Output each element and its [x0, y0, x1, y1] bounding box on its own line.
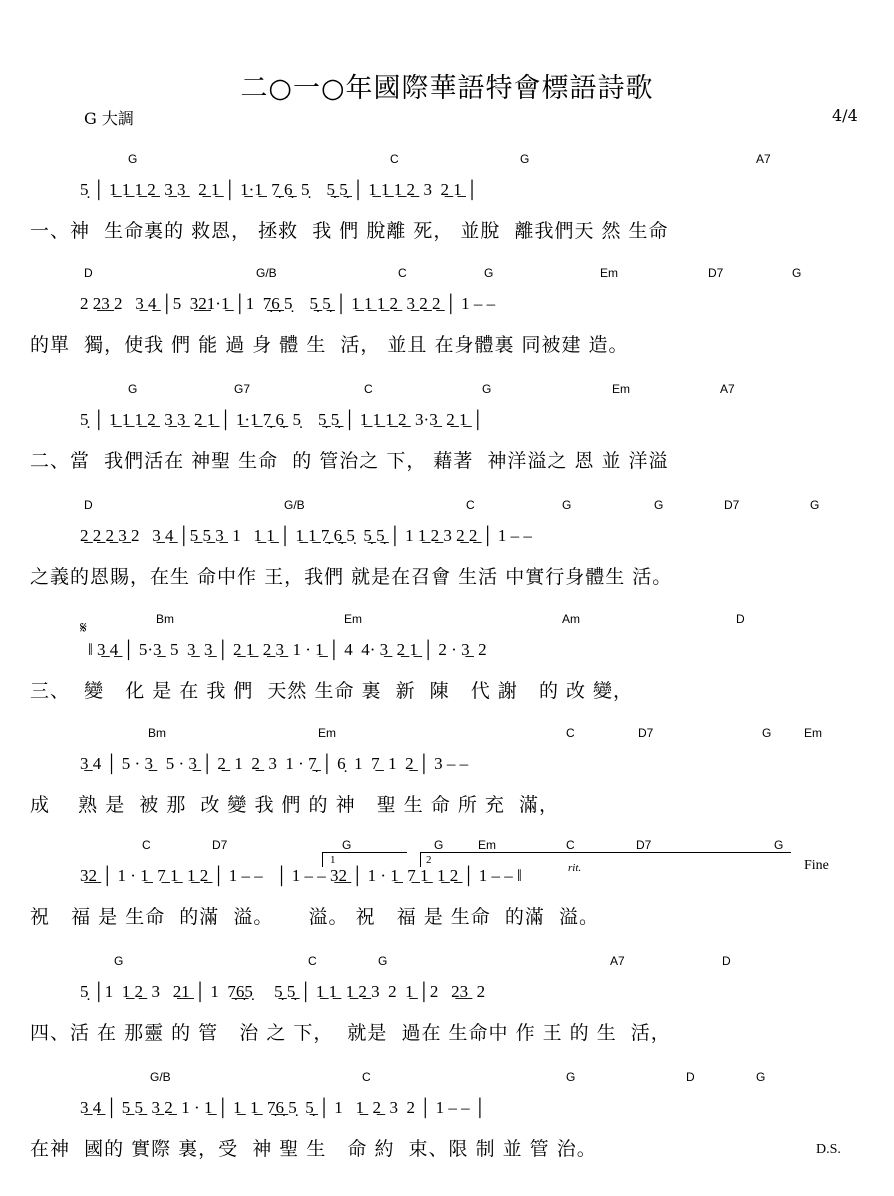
chord-symbol: G	[342, 838, 352, 852]
chord-symbol: D7	[724, 498, 740, 512]
lyric-line: 三、 變 化 是 在 我 們 天然 生命 裏 新 陳 代 謝 的 改 變，	[30, 680, 634, 702]
notation-line: 2 2̲3̲ 2 3̲ 4̲ │5 3̲2̲1·1̲ │1 7̣̲6̣̲ 5̣ 5̣̲ 5̣̲ │ 1̲ 1̲ 1̲ 2̲ 3̲ 2̲ 2̲ │ 1 – –	[80, 294, 496, 313]
chord-symbol: G7	[234, 382, 251, 396]
first-ending-number: 1	[330, 854, 336, 866]
chord-symbol: D	[84, 266, 93, 280]
chord-symbol: C	[566, 838, 575, 852]
lyric-line: 四、活 在 那靈 的 管 治 之 下， 就是 過在 生命中 作 王 的 生 活，	[30, 1022, 671, 1044]
chord-symbol: G	[482, 382, 492, 396]
chord-symbol: Em	[344, 612, 362, 626]
chord-symbol: Em	[318, 726, 336, 740]
chord-symbol: Bm	[148, 726, 166, 740]
chord-symbol: Em	[612, 382, 630, 396]
lyric-line: 的單 獨，使我 們 能 過 身 體 生 活， 並且 在身體裏 同被建 造。	[30, 334, 629, 356]
lyric-line: 二、當 我們活在 神聖 生命 的 管治之 下， 藉著 神洋溢之 恩 並 洋溢	[30, 450, 669, 472]
notation-line: 3̲ 4̲ │ 5̲ 5̲ 3̲ 2̲ 1 · 1̲ │ 1̲ 1̲ 7̣̲6̣̲ 5̣ 5̣̲ │ 1 1̲ 2̲ 3 2 │ 1 – – │	[80, 1098, 486, 1117]
chord-symbol: C	[466, 498, 475, 512]
notation-line: 3̲2̲ │ 1 · 1̲ 7̲ 1̲ 1̲ 2̲ │ 1 – – │ 1 – – 3̲2̲ │ 1 · 1̲ 7̲ 1̲ 1̲ 2̲ │ 1 – – ‖	[80, 866, 522, 885]
chord-symbol: G	[762, 726, 772, 740]
notation-line: ‖ 3̲ 4̲ │ 5·3̲ 5 3̲ 3̲ │ 2̲ 1̲ 2̲ 3̲ 1 · 1̲ │ 4 4· 3̲ 2̲ 1̲ │ 2 · 3̲ 2	[88, 640, 487, 659]
chord-symbol: G	[562, 498, 572, 512]
notation-line: 3̲ 4 │ 5 · 3̲ 5 · 3̲ │ 2̲ 1 2̲ 3 1 · 7̣̲ │ 6̣ 1 7̲ 1 2̲ │ 3 – –	[80, 754, 469, 773]
lyric-line: 之義的恩賜，在生 命中作 王，我們 就是在召會 生活 中實行身體生 活。	[30, 566, 673, 588]
key-signature: G 大調	[84, 109, 134, 128]
chord-symbol: G	[128, 152, 138, 166]
notation-line: 5̣ │1 1̲ 2̲ 3 2̲1̲ │ 1 7̣̲6̣̲5̣ 5̣̲ 5̣̲ │ 1̲ 1̲ 1̲ 2̲ 3 2 1̲ │2 2̲3̲ 2	[80, 982, 486, 1001]
chord-symbol: C	[142, 838, 151, 852]
ritardando-mark: rit.	[568, 862, 582, 874]
chord-symbol: G	[774, 838, 784, 852]
chord-symbol: D7	[638, 726, 654, 740]
lyric-line: 祝 福 是 生命 的滿 溢。 溢。 祝 福 是 生命 的滿 溢。	[30, 906, 599, 928]
chord-symbol: C	[308, 954, 317, 968]
chord-symbol: Em	[478, 838, 496, 852]
chord-symbol: Em	[600, 266, 618, 280]
second-ending-number: 2	[426, 854, 432, 866]
chord-symbol: Bm	[156, 612, 174, 626]
time-signature: 4/4	[832, 106, 858, 125]
chord-symbol: G	[792, 266, 802, 280]
chord-symbol: C	[362, 1070, 371, 1084]
chord-symbol: G	[128, 382, 138, 396]
chord-symbol: G	[654, 498, 664, 512]
lyric-line: 一、神 生命裏的 救恩， 拯救 我 們 脫離 死， 並脫 離我們天 然 生命	[30, 220, 669, 242]
dal-segno-mark: D.S.	[816, 1142, 841, 1157]
second-ending-bracket	[420, 852, 791, 867]
lyric-line: 成 熟 是 被 那 改 變 我 們 的 神 聖 生 命 所 充 滿，	[30, 794, 559, 816]
chord-symbol: Em	[804, 726, 822, 740]
chord-symbol: G/B	[256, 266, 277, 280]
chord-symbol: D	[84, 498, 93, 512]
chord-symbol: C	[398, 266, 407, 280]
segno-sign: 𝄋	[80, 618, 87, 637]
notation-line: 5̣ │ 1̲ 1̲ 1̲ 2̲ 3̲ 3̲ 2̲ 1̲ │ 1̲·1̲ 7̣̲ 6̣̲ 5̣ 5̣̲ 5̣̲ │ 1̲ 1̲ 1̲ 2̲ 3·3̲ 2̲ 1̲ │	[80, 410, 484, 429]
chord-symbol: D	[722, 954, 731, 968]
chord-symbol: A7	[610, 954, 625, 968]
fine-mark: Fine	[804, 858, 829, 873]
chord-symbol: G	[434, 838, 444, 852]
chord-symbol: C	[390, 152, 399, 166]
chord-symbol: G/B	[150, 1070, 171, 1084]
chord-symbol: Am	[562, 612, 580, 626]
chord-symbol: C	[364, 382, 373, 396]
chord-symbol: G	[566, 1070, 576, 1084]
chord-symbol: G/B	[284, 498, 305, 512]
notation-line: 2̲ 2̲ 2̲ 3̲ 2 3̲ 4̲ │5̲ 5̲ 3̲ 1 1̲ 1̲ │ 1̲ 1̲ 7̣̲ 6̣̲ 5̣ 5̣̲ 5̣̲ │ 1 1̲ 2̲ 3 2̲ 2̲ │ 1 – –	[80, 526, 532, 545]
chord-symbol: C	[566, 726, 575, 740]
chord-symbol: D	[686, 1070, 695, 1084]
chord-symbol: G	[756, 1070, 766, 1084]
chord-symbol: D7	[708, 266, 724, 280]
chord-symbol: D	[736, 612, 745, 626]
chord-symbol: A7	[720, 382, 735, 396]
chord-symbol: D7	[636, 838, 652, 852]
chord-symbol: A7	[756, 152, 771, 166]
lyric-line: 在神 國的 實際 裏，受 神 聖 生 命 約 束、限 制 並 管 治。	[30, 1138, 597, 1160]
chord-symbol: D7	[212, 838, 228, 852]
notation-line: 5̣ │ 1̲ 1̲ 1̲ 2̲ 3̲ 3̲ 2̲ 1̲ │ 1̲·1̲ 7̣̲ 6̣̲ 5̣ 5̣̲ 5̣̲ │ 1̲ 1̲ 1̲ 2̲ 3 2̲ 1̲ │	[80, 180, 479, 199]
chord-symbol: G	[520, 152, 530, 166]
chord-symbol: G	[378, 954, 388, 968]
chord-symbol: G	[114, 954, 124, 968]
chord-symbol: G	[484, 266, 494, 280]
chord-symbol: G	[810, 498, 820, 512]
song-title: 二○一○年國際華語特會標語詩歌	[240, 73, 654, 104]
